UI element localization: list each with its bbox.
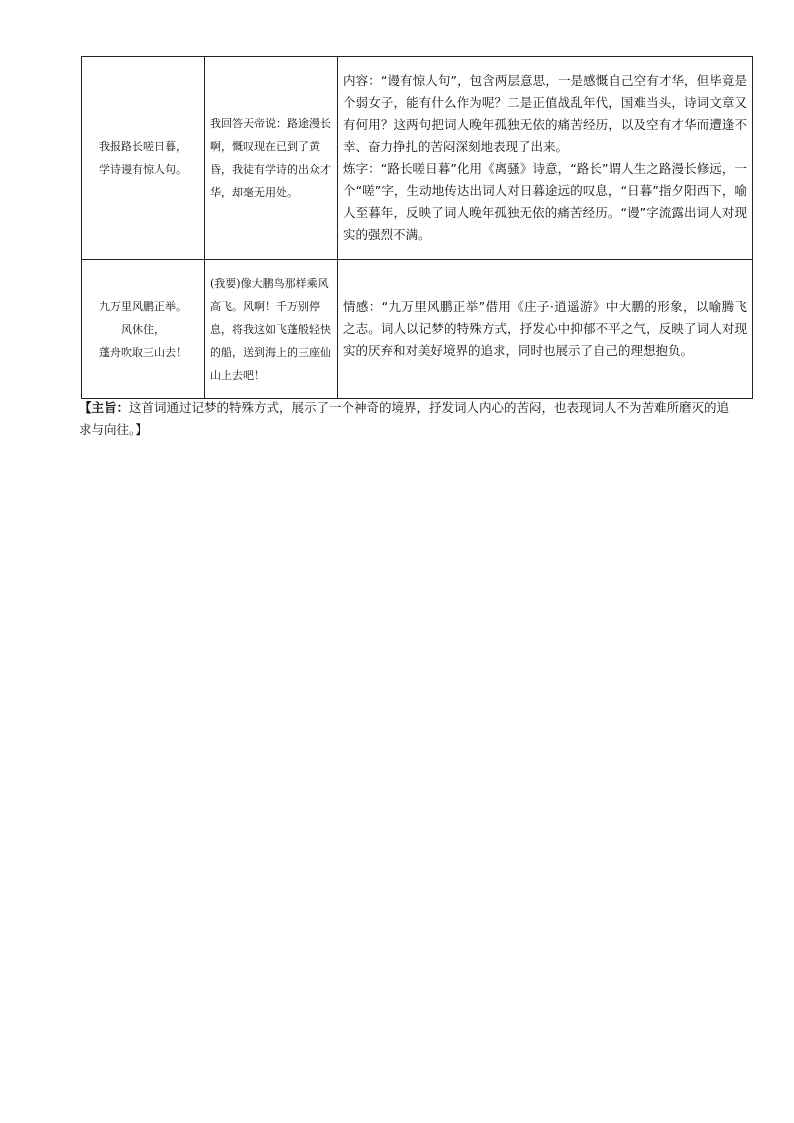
original-line-cell: [82, 57, 205, 260]
analysis-cell: [338, 57, 753, 260]
analysis-text: “路长嗟日暮”化用《离骚》诗意，“路长”谓人生之路漫长修远，一个“嗟”字，生动地传达出词人对日暮途远的叹息，“日暮”指夕阳西下，喻人至暮年，反映了词人晚年孤独无依的痛苦经历。“谩”字流露出词人对现实的强烈不满。: [343, 161, 747, 242]
analysis-label: 情感：: [343, 299, 382, 314]
translation-cell: 我回答天帝说：路途漫长啊，慨叹现在已到了黄昏，我徒有学诗的出众才华，却毫无用处。: [205, 57, 338, 260]
original-line: 学诗谩有惊人句。: [99, 163, 187, 176]
summary-label: 【主旨：: [79, 400, 130, 415]
summary-text: 这首词通过记梦的特殊方式，展示了一个神奇的境界，抒发词人内心的苦闷，也表现词人不为苦难所磨灭的追求与向往。】: [79, 400, 730, 437]
analysis-paragraph: [343, 70, 747, 158]
analysis-text: “谩有惊人句”，包含两层意思，一是感慨自己空有才华，但毕竟是个弱女子，能有什么作为呢？二是正值战乱年代，国难当头，诗词文章又有何用？这两句把词人晚年孤独无依的痛苦经历，以及空有才华而遭逢不幸、奋力挣扎的苦闷深刻地表现了出来。: [343, 73, 747, 154]
original-line: 九万里风鹏正举。: [99, 299, 187, 313]
poem-analysis-table: [81, 56, 753, 399]
analysis-text: “九万里风鹏正举”借用《庄子·逍遥游》中大鹏的形象，以喻腾飞之志。词人以记梦的特殊方式，抒发心中抑郁不平之气，反映了词人对现实的厌弃和对美好境界的追求，同时也展示了自己的理想抱负。: [343, 299, 747, 358]
original-line: 蓬舟吹取三山去！: [99, 345, 187, 359]
analysis-label: 炼字：: [343, 161, 381, 176]
original-line-cell: [82, 260, 205, 399]
translation-cell: (我要)像大鹏鸟那样乘风高飞。风啊！千万别停息，将我这如飞蓬般轻快的船，送到海上的三座仙山上去吧！: [205, 260, 338, 399]
table-row: [82, 260, 753, 399]
analysis-paragraph: [343, 296, 747, 362]
original-line: 风休住，: [121, 322, 165, 336]
analysis-paragraph: [343, 158, 747, 246]
theme-summary: [79, 397, 739, 441]
table-row: [82, 57, 753, 260]
original-line: 我报路长嗟日暮，: [99, 140, 187, 153]
analysis-cell: [338, 260, 753, 399]
analysis-label: 内容：: [343, 73, 381, 88]
